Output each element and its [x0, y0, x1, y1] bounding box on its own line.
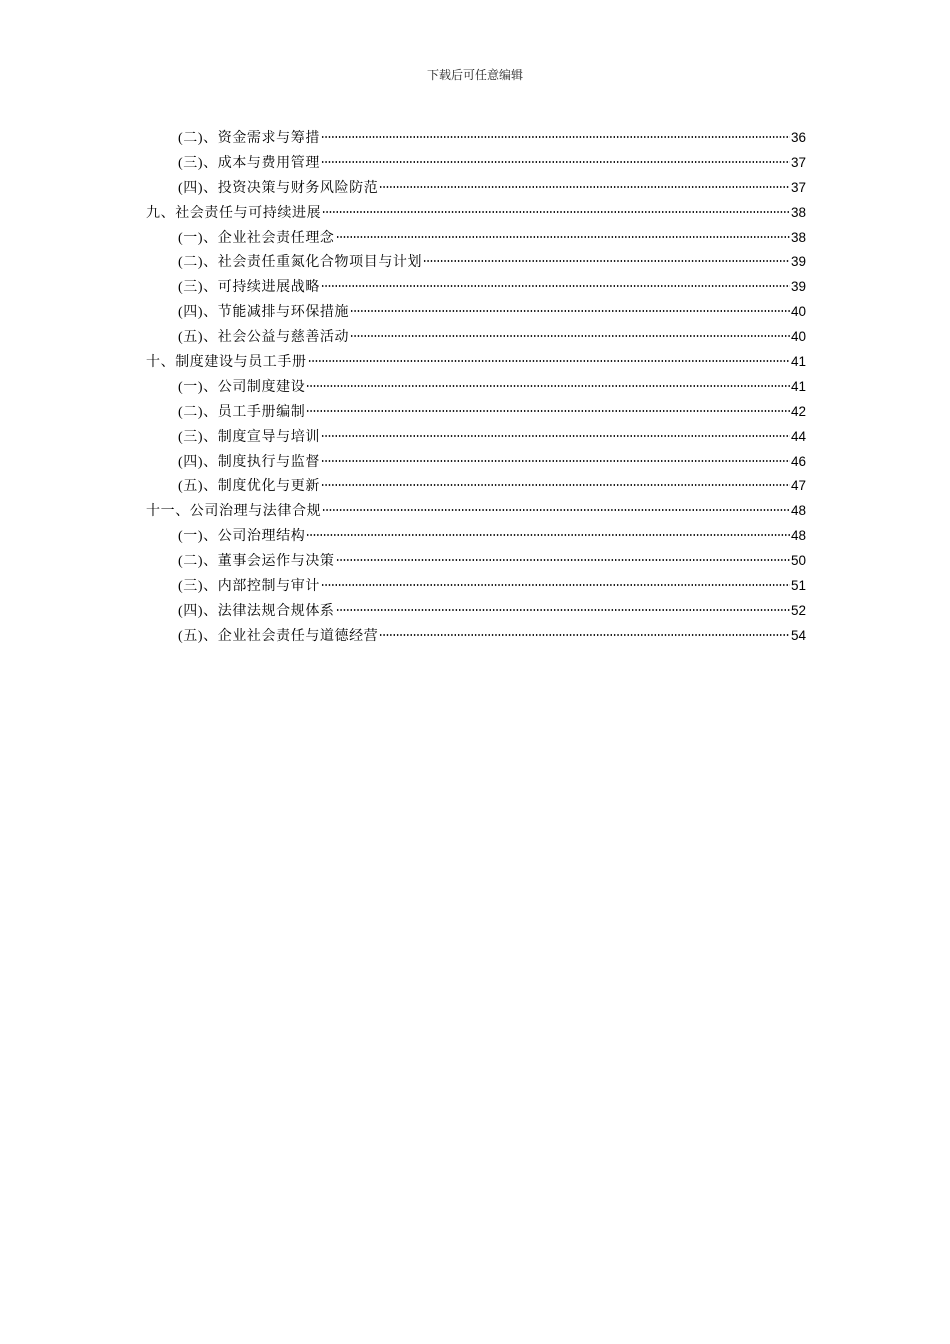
toc-section-entry[interactable]: [146, 325, 806, 350]
toc-entry-title: (二)、董事会运作与决策: [178, 554, 335, 570]
toc-entry-title: (五)、企业社会责任与道德经营: [178, 628, 379, 644]
toc-leader-dots: [336, 609, 790, 611]
toc-entry-page-number: 37: [790, 179, 806, 195]
toc-entry-title: (二)、社会责任重氮化合物项目与计划: [178, 255, 423, 271]
toc-section-entry[interactable]: [146, 176, 806, 201]
page-header: 下载后可任意编辑: [426, 68, 523, 82]
toc-entry-title: 十一、公司治理与法律合规: [146, 504, 322, 520]
toc-entry-title: (二)、资金需求与筹措: [178, 131, 320, 146]
toc-leader-dots: [321, 460, 790, 462]
toc-entry-title: (三)、制度宣导与培训: [178, 429, 320, 445]
toc-section-entry[interactable]: [146, 624, 806, 649]
toc-chapter-entry[interactable]: [146, 350, 806, 375]
toc-leader-dots: [379, 186, 790, 188]
toc-entry-page-number: 42: [790, 403, 806, 419]
toc-entry-title: (一)、公司制度建设: [178, 379, 306, 395]
toc-entry-page-number: 54: [790, 627, 806, 643]
toc-section-entry[interactable]: [146, 151, 806, 176]
toc-entry-page-number: 52: [790, 602, 806, 618]
toc-section-entry[interactable]: [146, 574, 806, 599]
toc-entry-page-number: 38: [790, 204, 806, 220]
toc-leader-dots: [321, 285, 790, 287]
toc-entry-title: (一)、公司治理结构: [178, 529, 306, 545]
toc-entry-title: (二)、员工手册编制: [178, 404, 306, 420]
toc-entry-title: (三)、可持续进展战略: [178, 280, 320, 296]
toc-entry-page-number: 39: [790, 279, 806, 295]
toc-leader-dots: [321, 484, 790, 486]
toc-leader-dots: [321, 161, 790, 163]
toc-section-entry[interactable]: [146, 425, 806, 450]
toc-entry-title: 九、社会责任与可持续进展: [146, 205, 322, 221]
toc-leader-dots: [321, 584, 790, 586]
toc-leader-dots: [336, 559, 790, 561]
toc-section-entry[interactable]: [146, 226, 806, 251]
toc-leader-dots: [350, 335, 790, 337]
toc-entry-page-number: 47: [790, 478, 806, 494]
toc-section-entry[interactable]: [146, 275, 806, 300]
toc-entry-page-number: 40: [790, 304, 806, 320]
toc-entry-title: (三)、成本与费用管理: [178, 155, 320, 171]
toc-chapter-entry[interactable]: [146, 201, 806, 226]
toc-section-entry[interactable]: [146, 400, 806, 425]
toc-entry-page-number: 40: [790, 329, 806, 345]
toc-leader-dots: [423, 260, 790, 262]
toc-entry-title: (四)、制度执行与监督: [178, 454, 320, 470]
toc-entry-page-number: 51: [790, 578, 806, 594]
toc-section-entry[interactable]: [146, 549, 806, 574]
toc-entry-title: (四)、节能减排与环保措施: [178, 305, 350, 321]
toc-entry-title: (三)、内部控制与审计: [178, 579, 320, 595]
toc-entry-page-number: 41: [790, 354, 806, 370]
toc-entry-title: (五)、制度优化与更新: [178, 479, 320, 495]
toc-entry-title: (四)、投资决策与财务风险防范: [178, 180, 379, 196]
toc-entry-title: 十、制度建设与员工手册: [146, 355, 307, 371]
toc-leader-dots: [379, 634, 790, 636]
toc-entry-page-number: 48: [790, 503, 806, 519]
table-of-contents: [146, 126, 806, 649]
toc-entry-page-number: 46: [790, 453, 806, 469]
toc-section-entry[interactable]: [146, 126, 806, 151]
toc-section-entry[interactable]: [146, 250, 806, 275]
toc-section-entry[interactable]: [146, 524, 806, 549]
toc-section-entry[interactable]: [146, 474, 806, 499]
toc-entry-title: (四)、法律法规合规体系: [178, 603, 335, 619]
toc-leader-dots: [322, 509, 790, 511]
toc-entry-page-number: 37: [790, 154, 806, 170]
toc-leader-dots: [306, 410, 790, 412]
toc-entry-page-number: 36: [790, 130, 806, 145]
toc-leader-dots: [321, 136, 790, 138]
toc-section-entry[interactable]: [146, 599, 806, 624]
toc-section-entry[interactable]: [146, 450, 806, 475]
toc-chapter-entry[interactable]: [146, 499, 806, 524]
toc-leader-dots: [306, 534, 790, 536]
toc-entry-page-number: 38: [790, 229, 806, 245]
toc-section-entry[interactable]: [146, 375, 806, 400]
toc-entry-title: (一)、企业社会责任理念: [178, 230, 335, 246]
toc-leader-dots: [321, 435, 790, 437]
toc-entry-page-number: 44: [790, 428, 806, 444]
toc-section-entry[interactable]: [146, 300, 806, 325]
toc-entry-page-number: 50: [790, 553, 806, 569]
toc-entry-title: (五)、社会公益与慈善活动: [178, 330, 350, 346]
toc-leader-dots: [350, 310, 790, 312]
toc-leader-dots: [322, 211, 790, 213]
toc-entry-page-number: 48: [790, 528, 806, 544]
toc-leader-dots: [336, 236, 790, 238]
toc-leader-dots: [306, 385, 790, 387]
toc-leader-dots: [308, 360, 790, 362]
toc-entry-page-number: 41: [790, 378, 806, 394]
toc-entry-page-number: 39: [790, 254, 806, 270]
